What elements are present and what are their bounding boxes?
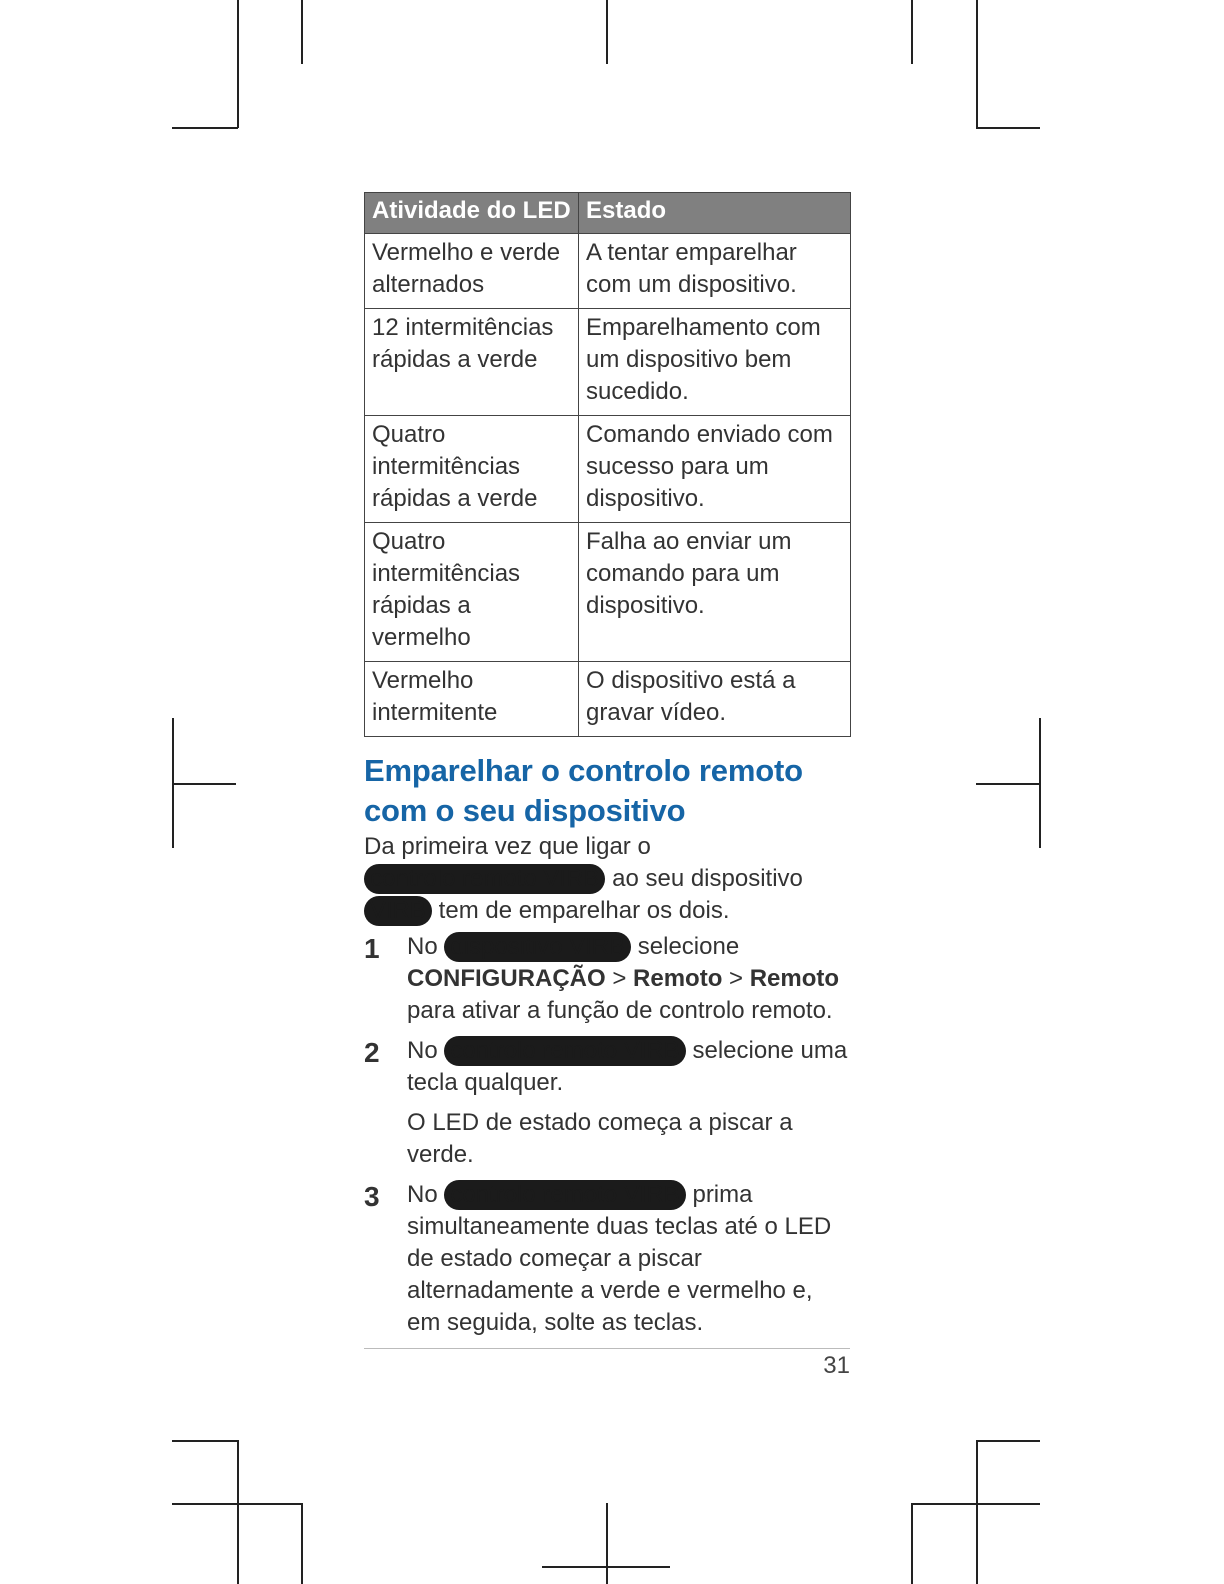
redacted-text: controlo remoto VIRB: [444, 1036, 685, 1066]
menu-item-remoto: Remoto: [633, 965, 723, 992]
crop-mark: [976, 1440, 978, 1584]
step-text: No: [407, 1037, 445, 1064]
crop-mark: [976, 0, 978, 128]
step-text: para ativar a função de controlo remoto.: [407, 997, 833, 1024]
crop-mark: [237, 1440, 239, 1584]
led-status-table: [364, 192, 851, 737]
crop-mark: [911, 0, 913, 64]
step-text: selecione: [631, 933, 740, 960]
step-result: O LED de estado começa a piscar a verde.: [407, 1109, 793, 1168]
crop-mark: [542, 1566, 670, 1568]
redacted-text: controlo remoto VIRB: [444, 1180, 685, 1210]
page-number: 31: [823, 1352, 850, 1379]
crop-mark: [976, 1440, 1040, 1442]
crop-mark: [172, 127, 238, 129]
step-number: 2: [364, 1037, 380, 1068]
step-number: 1: [364, 933, 380, 964]
steps-list: [364, 931, 850, 1339]
intro-text: Da primeira vez que ligar o: [364, 833, 651, 860]
redacted-text: dispositivo VIRB: [444, 932, 631, 962]
menu-item-remoto: Remoto: [749, 965, 840, 992]
intro-text: ao seu dispositivo: [605, 865, 803, 892]
crop-mark: [976, 783, 1040, 785]
table-cell-led-activity: 12 intermitências rápidas a verde: [365, 309, 579, 416]
table-cell-status: A tentar emparelhar com um dispositivo.: [579, 234, 851, 309]
crop-mark: [911, 1503, 913, 1584]
table-cell-led-activity: Vermelho e verde alternados: [365, 234, 579, 309]
crop-mark: [606, 0, 608, 64]
intro-paragraph: [364, 831, 850, 927]
crop-mark: [606, 1503, 608, 1584]
step-item: [364, 1179, 850, 1339]
table-row: [365, 234, 851, 309]
crop-mark: [172, 1440, 238, 1442]
step-text: No: [407, 1181, 445, 1208]
step-item: [364, 931, 850, 1027]
table-cell-led-activity: Vermelho intermitente: [365, 662, 579, 737]
menu-separator: >: [722, 965, 750, 992]
table-cell-led-activity: Quatro intermitências rápidas a vermelho: [365, 523, 579, 662]
menu-item-configuracao: CONFIGURAÇÃO: [407, 965, 606, 992]
table-cell-status: Falha ao enviar um comando para um dispositivo.: [579, 523, 851, 662]
step-text: selecione uma tecla qualquer.: [407, 1037, 848, 1096]
step-item: [364, 1035, 850, 1171]
table-header-row: [365, 193, 851, 234]
table-row: [365, 309, 851, 416]
step-number: 3: [364, 1181, 380, 1212]
step-text: No: [407, 933, 445, 960]
table-cell-status: Comando enviado com sucesso para um dispositivo.: [579, 416, 851, 523]
redacted-text: VIRB: [364, 896, 432, 926]
table-row: [365, 416, 851, 523]
crop-mark: [172, 1503, 302, 1505]
column-header-status: Estado: [579, 193, 851, 234]
section-title: Emparelhar o controlo remoto com o seu dispositivo: [364, 753, 803, 828]
table-row: [365, 662, 851, 737]
crop-mark: [237, 0, 239, 128]
crop-mark: [301, 1503, 303, 1584]
crop-mark: [301, 0, 303, 64]
crop-mark: [172, 783, 236, 785]
column-header-led-activity: Atividade do LED: [365, 193, 579, 234]
footer-rule: [364, 1348, 850, 1349]
redacted-text: controlo remoto VIRB: [364, 864, 605, 894]
crop-mark: [976, 127, 1040, 129]
menu-separator: >: [605, 965, 634, 992]
table-cell-status: O dispositivo está a gravar vídeo.: [579, 662, 851, 737]
table-row: [365, 523, 851, 662]
page-content: [364, 192, 850, 1347]
intro-text: tem de emparelhar os dois.: [432, 897, 730, 924]
table-cell-status: Emparelhamento com um dispositivo bem sucedido.: [579, 309, 851, 416]
table-cell-led-activity: Quatro intermitências rápidas a verde: [365, 416, 579, 523]
step-text: prima simultaneamente duas teclas até o LED de estado começar a piscar alternadamente a verde e vermelho e, em seguida, solte as teclas.: [407, 1181, 832, 1336]
